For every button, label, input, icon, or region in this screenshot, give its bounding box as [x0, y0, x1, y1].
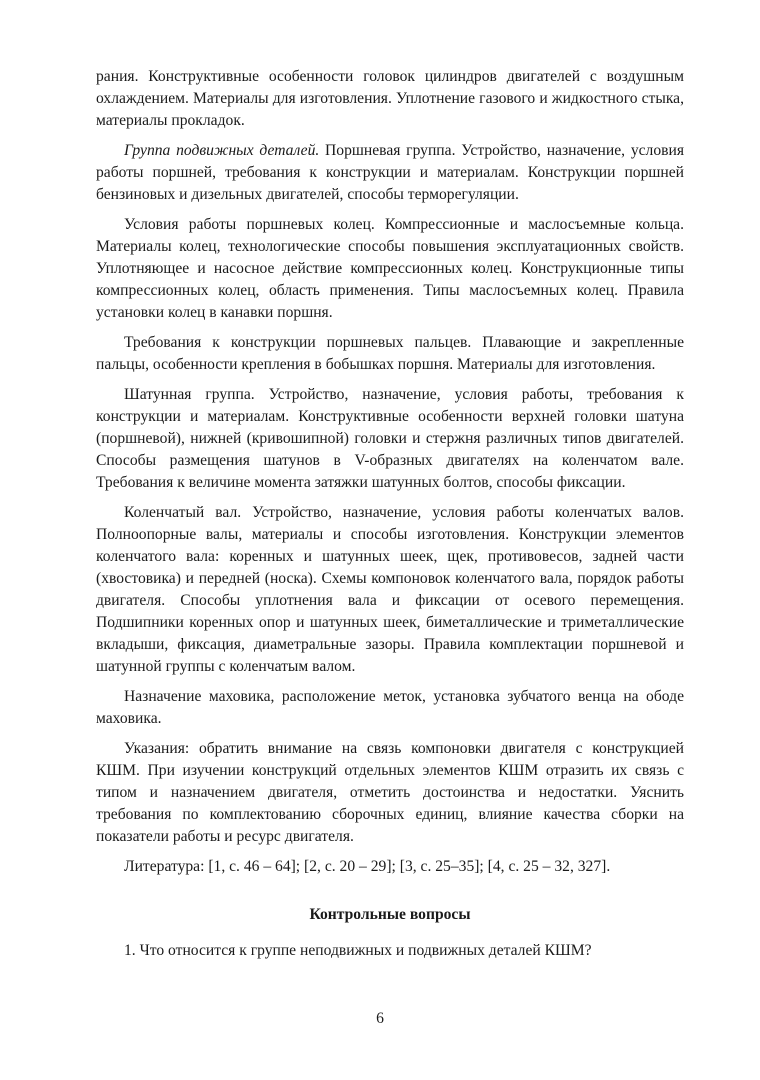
- question-1: 1. Что относится к группе неподвижных и подвижных деталей КШМ?: [124, 942, 592, 959]
- paragraph-4: [96, 332, 684, 376]
- section-heading: Контрольные вопросы: [309, 906, 471, 923]
- paragraph-6-text: Коленчатый вал. Устройство, назначение, условия работы коленчатых валов. Полноопорные валы, материалы и способы изготовления. Конструкции элементов коленчатого вала: коренных и шатунных шеек, щек, противовесов, задней части (хвостовика) и передней (носка). Схемы компоновок коленчатого вала, порядок работы двигателя. Способы уплотнения вала и фиксации от осевого перемещения. Подшипники коренных опор и шатунных шеек, биметаллические и триметаллические вкладыши, фиксация, диаметральные зазоры. Правила комплектации поршневой и шатунной группы с коленчатым валом.: [96, 504, 684, 675]
- paragraph-8-text: Указания: обратить внимание на связь компоновки двигателя с конструкцией КШМ. При изучении конструкций отдельных элементов КШМ отразить их связь с типом и назначением двигателя, отметить достоинства и недостатки. Уяснить требования по комплектованию сборочных единиц, влияние качества сборки на показатели работы и ресурс двигателя.: [96, 740, 684, 845]
- paragraph-5: [96, 384, 684, 494]
- paragraph-1-text: рания. Конструктивные особенности головок цилиндров двигателей с воздушным охлаждением. Материалы для изготовления. Уплотнение газового и жидкостного стыка, материалы прокладок.: [96, 68, 684, 129]
- paragraph-2-text: Поршневая группа. Устройство, назначение, условия работы поршней, требования к конструкции и материалам. Конструкции поршней бензиновых и дизельных двигателей, способы терморегуляции.: [96, 142, 684, 203]
- paragraph-7-text: Назначение маховика, расположение меток, установка зубчатого венца на ободе маховика.: [96, 688, 684, 727]
- paragraph-7: [96, 686, 684, 730]
- paragraph-3: [96, 214, 684, 324]
- paragraph-2: [96, 140, 684, 206]
- page-number: 6: [376, 1010, 384, 1027]
- page-body: [96, 66, 684, 962]
- paragraph-1: [96, 66, 684, 132]
- paragraph-4-text: Требования к конструкции поршневых пальцев. Плавающие и закрепленные пальцы, особенности крепления в бобышках поршня. Материалы для изготовления.: [96, 334, 684, 373]
- paragraph-literature: [96, 856, 684, 878]
- paragraph-2-italic-lead: Группа подвижных деталей.: [124, 142, 320, 159]
- paragraph-6: [96, 502, 684, 678]
- paragraph-5-text: Шатунная группа. Устройство, назначение, условия работы, требования к конструкции и материалам. Конструктивные особенности верхней головки шатуна (поршневой), нижней (кривошипной) головки и стержня различных типов двигателей. Способы размещения шатунов в V-образных двигателях на коленчатом вале. Требования к величине момента затяжки шатунных болтов, способы фиксации.: [96, 386, 684, 491]
- paragraph-8: [96, 738, 684, 848]
- paragraph-3-text: Условия работы поршневых колец. Компрессионные и маслосъемные кольца. Материалы колец, технологические способы повышения эксплуатационных свойств. Уплотняющее и насосное действие компрессионных колец. Конструкционные типы компрессионных колец, область применения. Типы маслосъемных колец. Правила установки колец в канавки поршня.: [96, 216, 684, 321]
- literature-text: Литература: [1, с. 46 – 64]; [2, с. 20 – 29]; [3, с. 25–35]; [4, с. 25 – 32, 327].: [124, 858, 611, 875]
